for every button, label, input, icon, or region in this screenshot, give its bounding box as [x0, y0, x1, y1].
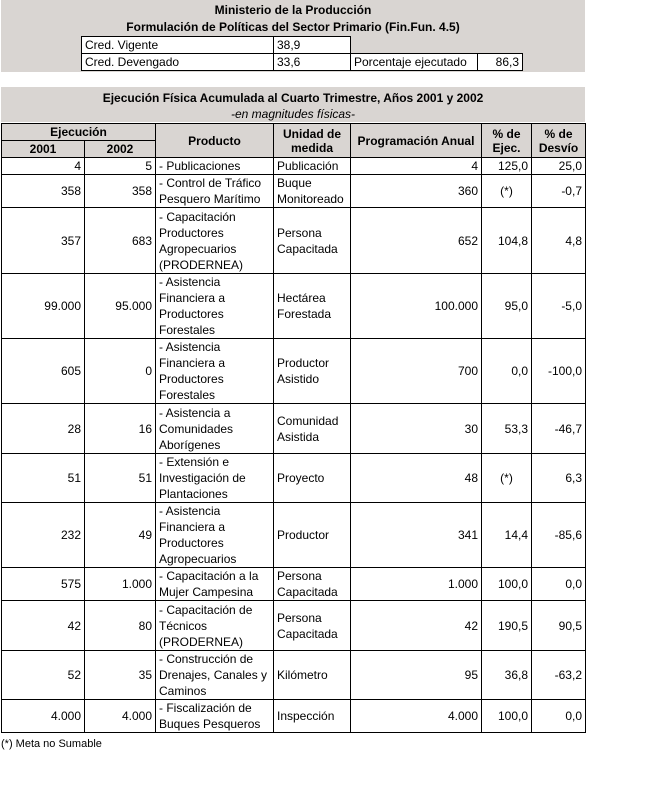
cell-programacion: 4	[351, 158, 482, 175]
cell-unidad: Comunidad Asistida	[274, 404, 351, 454]
cell-pct-desvio: 0,0	[532, 700, 586, 733]
table-row	[2, 651, 586, 700]
cell-2002: 35	[85, 651, 156, 700]
cell-unidad: Buque Monitoreado	[274, 175, 351, 208]
col-2002: 2002	[85, 141, 156, 158]
cell-programacion: 360	[351, 175, 482, 208]
cell-2002: 80	[85, 601, 156, 651]
cell-pct-ejec: (*)	[482, 175, 532, 208]
cell-2002: 49	[85, 503, 156, 568]
cell-producto: - Asistencia a Comunidades Aborígenes	[156, 404, 274, 454]
cell-unidad: Proyecto	[274, 454, 351, 503]
col-ejecucion: Ejecución	[2, 124, 156, 141]
ministry-title: Ministerio de la Producción	[214, 3, 372, 17]
cell-producto: - Asistencia Financiera a Productores Agropecuarios	[156, 503, 274, 568]
cell-pct-ejec: (*)	[482, 454, 532, 503]
cell-pct-ejec: 190,5	[482, 601, 532, 651]
cell-pct-desvio: -46,7	[532, 404, 586, 454]
footnote: (*) Meta no Sumable	[1, 738, 102, 750]
credit-summary-table	[81, 36, 523, 71]
cell-2001: 51	[2, 454, 85, 503]
cell-2002: 4.000	[85, 700, 156, 733]
cell-producto: - Asistencia Financiera a Productores Forestales	[156, 339, 274, 404]
section-header	[1, 87, 585, 122]
cell-unidad: Persona Capacitada	[274, 568, 351, 601]
cell-producto: - Publicaciones	[156, 158, 274, 175]
cred-empty-cell	[351, 37, 523, 54]
cell-programacion: 4.000	[351, 700, 482, 733]
col-2001: 2001	[2, 141, 85, 158]
cell-pct-desvio: -0,7	[532, 175, 586, 208]
cell-pct-desvio: 6,3	[532, 454, 586, 503]
cell-programacion: 1.000	[351, 568, 482, 601]
cell-pct-ejec: 125,0	[482, 158, 532, 175]
cell-pct-desvio: -63,2	[532, 651, 586, 700]
cell-unidad: Persona Capacitada	[274, 208, 351, 274]
cell-pct-desvio: -5,0	[532, 274, 586, 339]
cell-2002: 16	[85, 404, 156, 454]
cell-pct-ejec: 14,4	[482, 503, 532, 568]
cell-producto: - Extensión e Investigación de Plantaciones	[156, 454, 274, 503]
cell-unidad: Publicación	[274, 158, 351, 175]
table-row	[2, 339, 586, 404]
cell-programacion: 30	[351, 404, 482, 454]
table-row	[2, 601, 586, 651]
cell-pct-desvio: -85,6	[532, 503, 586, 568]
cell-pct-ejec: 104,8	[482, 208, 532, 274]
cell-producto: - Control de Tráfico Pesquero Marítimo	[156, 175, 274, 208]
table-row	[2, 274, 586, 339]
cell-unidad: Hectárea Forestada	[274, 274, 351, 339]
cred-vigente-value: 38,9	[274, 37, 351, 54]
cell-pct-desvio: 4,8	[532, 208, 586, 274]
porcentaje-value: 86,3	[478, 54, 523, 71]
cell-programacion: 700	[351, 339, 482, 404]
table-row	[2, 503, 586, 568]
section-subtitle: -en magnitudes físicas-	[230, 107, 356, 121]
cell-programacion: 95	[351, 651, 482, 700]
cell-producto: - Construcción de Drenajes, Canales y Caminos	[156, 651, 274, 700]
cell-pct-desvio: 25,0	[532, 158, 586, 175]
cell-pct-ejec: 53,3	[482, 404, 532, 454]
cell-pct-ejec: 0,0	[482, 339, 532, 404]
cell-unidad: Productor Asistido	[274, 339, 351, 404]
cell-2002: 1.000	[85, 568, 156, 601]
cell-2001: 605	[2, 339, 85, 404]
cell-2002: 51	[85, 454, 156, 503]
cell-producto: - Capacitación de Técnicos (PRODERNEA)	[156, 601, 274, 651]
cell-2001: 4	[2, 158, 85, 175]
cell-2001: 358	[2, 175, 85, 208]
table-row	[2, 404, 586, 454]
cell-2001: 575	[2, 568, 85, 601]
cell-2001: 232	[2, 503, 85, 568]
cell-unidad: Kilómetro	[274, 651, 351, 700]
cell-programacion: 341	[351, 503, 482, 568]
cell-2001: 99.000	[2, 274, 85, 339]
cell-pct-desvio: 0,0	[532, 568, 586, 601]
cell-pct-ejec: 100,0	[482, 568, 532, 601]
cell-pct-desvio: 90,5	[532, 601, 586, 651]
cell-producto: - Capacitación a la Mujer Campesina	[156, 568, 274, 601]
cell-2001: 42	[2, 601, 85, 651]
col-producto: Producto	[156, 124, 274, 158]
cell-producto: - Capacitación Productores Agropecuarios (PRODERNEA)	[156, 208, 274, 274]
col-programacion: Programación Anual	[351, 124, 482, 158]
cell-programacion: 48	[351, 454, 482, 503]
cell-2001: 52	[2, 651, 85, 700]
cell-programacion: 42	[351, 601, 482, 651]
cell-programacion: 100.000	[351, 274, 482, 339]
cell-2002: 683	[85, 208, 156, 274]
table-row	[2, 568, 586, 601]
cell-2001: 357	[2, 208, 85, 274]
cell-pct-desvio: -100,0	[532, 339, 586, 404]
table-row	[2, 158, 586, 175]
execution-table	[1, 123, 586, 733]
porcentaje-label: Porcentaje ejecutado	[351, 54, 478, 71]
program-title: Formulación de Políticas del Sector Primario (Fin.Fun. 4.5)	[126, 20, 460, 34]
cell-pct-ejec: 36,8	[482, 651, 532, 700]
cred-devengado-value: 33,6	[274, 54, 351, 71]
cell-2002: 5	[85, 158, 156, 175]
cell-unidad: Inspección	[274, 700, 351, 733]
cell-producto: - Asistencia Financiera a Productores Forestales	[156, 274, 274, 339]
table-row	[2, 454, 586, 503]
cell-2002: 0	[85, 339, 156, 404]
cell-2002: 358	[85, 175, 156, 208]
table-row	[2, 700, 586, 733]
cell-programacion: 652	[351, 208, 482, 274]
cell-unidad: Productor	[274, 503, 351, 568]
cell-2001: 28	[2, 404, 85, 454]
col-unidad: Unidad de medida	[274, 124, 351, 158]
cred-vigente-label: Cred. Vigente	[82, 37, 274, 54]
cell-producto: - Fiscalización de Buques Pesqueros	[156, 700, 274, 733]
cell-2002: 95.000	[85, 274, 156, 339]
cred-devengado-label: Cred. Devengado	[82, 54, 274, 71]
col-pct-desvio: % de Desvío	[532, 124, 586, 158]
section-title: Ejecución Física Acumulada al Cuarto Trimestre, Años 2001 y 2002	[102, 91, 484, 105]
table-row	[2, 175, 586, 208]
col-pct-ejec: % de Ejec.	[482, 124, 532, 158]
table-row	[2, 208, 586, 274]
cell-unidad: Persona Capacitada	[274, 601, 351, 651]
cell-pct-ejec: 95,0	[482, 274, 532, 339]
cell-2001: 4.000	[2, 700, 85, 733]
cell-pct-ejec: 100,0	[482, 700, 532, 733]
